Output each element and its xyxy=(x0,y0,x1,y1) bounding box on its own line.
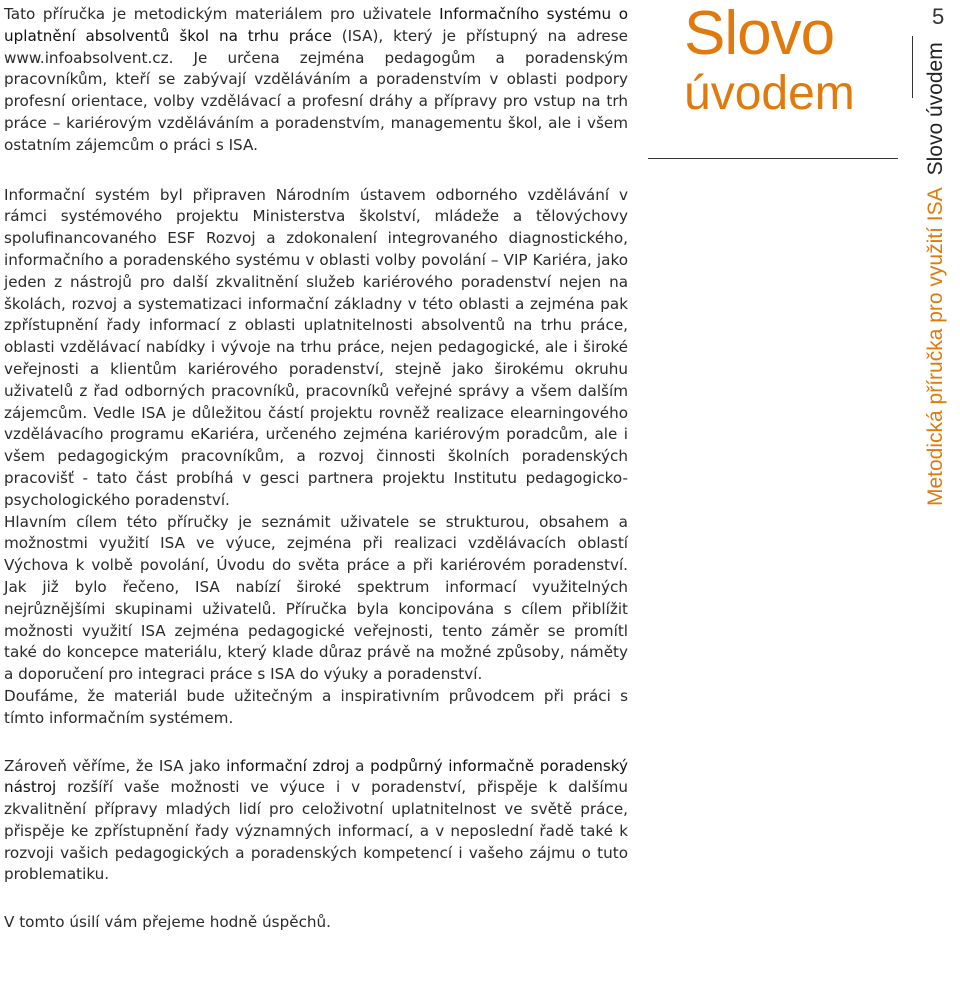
belief-text-1: Zároveň věříme, že ISA jako xyxy=(4,756,227,775)
hope-paragraph: Doufáme, že materiál bude užitečným a inspirativním průvodcem při práci s tímto informačním systémem. xyxy=(4,686,628,727)
system-paragraph: Informační systém byl připraven Národním ústavem odborného vzdělávání v rámci systémového projektu Ministerstva školství, mládeže a tělovýchovy spolufinancovaného ESF Rozvoj a zdokonalení integrovaného diagnostického, informačního a poradenského systému v oblasti volby povolání – VIP Kariéra, jako jeden z nástrojů pro další zkvalitnění služeb kariérového poradenství nejen na školách, rozvoj a systematizaci informační základny v této oblasti a zejména pak zpřístupnění řady informací z oblasti uplatnitelnosti absolventů na trhu práce, oblasti vzdělávací nabídky i vývoje na trhu práce, nejen pedagogické, ale i široké veřejnosti a klientům kariérového poradenství, stejně jako širokému okruhu uživatelů z řad odborných pracovníků, pracovníků veřejné správy a všem dalším zájemcům. Vedle ISA je důležitou částí projektu rovněž realizace elearningového vzdělávacího programu eKariéra, určeného zejména kariérovým poradcům, ale i všem pedagogickým pracovníkům, a rozvoj činnosti školních poradenských pracovišť - tato část probíhá v gesci partnera projektu Institutu pedagogicko-psychologického poradenství. xyxy=(4,185,628,509)
intro-text-1: Tato příručka je metodickým materiálem pro uživatele xyxy=(4,5,440,23)
intro-emphasis: Informačního systému o uplatnění absolventů škol na trhu práce xyxy=(4,5,628,45)
main-text-column xyxy=(4,4,628,934)
belief-paragraph xyxy=(4,756,628,887)
belief-text-3: rozšíří vaše možnosti ve výuce i v poradenství, přispěje k dalšímu zkvalitnění přípravy mladých lidí pro celoživotní uplatnitelnost ve světě práce, přispěje ke zpřístupnění řady významných informací, a v neposlední řadě také k rozvoji vašich pedagogických a poradenských kompetencí i vašeho zájmu o tuto problematiku. xyxy=(4,778,628,884)
section-heading xyxy=(684,2,874,122)
intro-paragraph xyxy=(4,4,628,157)
belief-text-2: a xyxy=(349,756,371,775)
running-header-vertical xyxy=(924,42,948,506)
belief-emphasis-1: informační zdroj xyxy=(226,756,350,775)
running-header-section: Slovo úvodem xyxy=(924,42,947,176)
running-header-publication: Metodická příručka pro využití ISA xyxy=(924,187,947,506)
heading-underline xyxy=(648,158,898,159)
belief-emphasis-2: podpůrný informačně poradenský nástroj xyxy=(4,756,629,797)
intro-text-2: (ISA), který je přístupný na adrese www.infoabsolvent.cz. Je určena zejména pedagogům a poradenským pracovníkům, kteří se zabývají vzděláváním a poradenstvím v oblasti podpory profesní orientace, volby vzdělávací a profesní dráhy a přípravy pro vstup na trh práce – kariérovým vzděláváním a poradenstvím, managementu škol, ale i všem ostatním zájemcům o práci s ISA. xyxy=(4,26,628,154)
page-number-divider xyxy=(912,36,913,98)
goal-paragraph: Hlavním cílem této příručky je seznámit uživatele se strukturou, obsahem a možnostmi využití ISA ve výuce, zejména při realizaci vzdělávacích oblastí Výchova k volbě povolání, Úvodu do světa práce a při kariérovém poradenství. Jak již bylo řečeno, ISA nabízí široké spektrum informací využitelných nejrůznějšími skupinami uživatelů. Příručka byla koncipována s cílem přiblížit možnosti využití ISA zejména pedagogické veřejnosti, tento záměr se promítl také do koncepce materiálu, který klade důraz právě na možné způsoby, náměty a doporučení pro integraci práce s ISA do výuky a poradenství. xyxy=(4,512,628,684)
heading-line-2: úvodem xyxy=(684,67,855,120)
page-number: 5 xyxy=(932,4,945,29)
heading-line-1: Slovo xyxy=(684,0,835,68)
closing-paragraph: V tomto úsilí vám přejeme hodně úspěchů. xyxy=(4,913,332,932)
